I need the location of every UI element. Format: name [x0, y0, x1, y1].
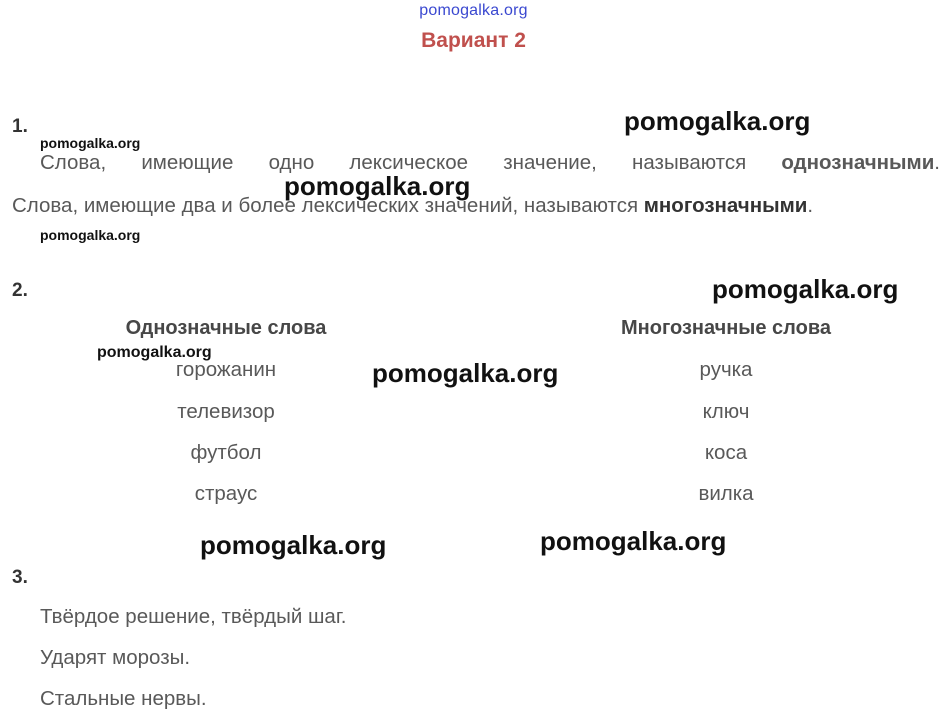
task-1-line-2-end: .: [807, 194, 814, 217]
task-1-line-1-text: Слова, имеющие одно лексическое значение, называются: [40, 151, 782, 174]
watermark: pomogalka.org: [540, 526, 727, 556]
page-title: Вариант 2: [421, 29, 526, 52]
column-header-polysemous: Многозначные слова: [620, 317, 831, 339]
watermark: pomogalka.org: [40, 135, 141, 151]
term-monosemous: однозначными: [781, 151, 935, 174]
task-2-number: 2.: [12, 280, 28, 301]
task-1-line-2-text: Слова, имеющие два и более лексических значений, называются: [12, 194, 644, 217]
task-1-line-1-end: .: [934, 151, 940, 174]
watermark: pomogalka.org: [624, 106, 811, 136]
watermark: pomogalka.org: [372, 358, 559, 388]
watermark: pomogalka.org: [40, 227, 141, 243]
word-item: телевизор: [177, 400, 275, 423]
column-header-monosemous: Однозначные слова: [125, 317, 327, 339]
task-3-number: 3.: [12, 567, 28, 588]
task-3-line: Ударят морозы.: [40, 646, 191, 669]
watermark: pomogalka.org: [284, 171, 471, 201]
watermark: pomogalka.org: [200, 530, 387, 560]
word-item: вилка: [698, 482, 754, 505]
task-1-number: 1.: [12, 116, 28, 137]
task-1-line-1: [40, 151, 940, 175]
word-item: футбол: [190, 441, 262, 464]
watermark: pomogalka.org: [97, 344, 212, 361]
word-item: коса: [704, 441, 748, 464]
word-item: горожанин: [175, 358, 277, 381]
task-3-line: Твёрдое решение, твёрдый шаг.: [40, 605, 347, 628]
watermark: pomogalka.org: [712, 274, 899, 304]
term-polysemous: многозначными: [643, 194, 808, 217]
word-item: ключ: [702, 400, 750, 423]
site-watermark-top: pomogalka.org: [419, 2, 528, 19]
word-item: страус: [194, 482, 258, 505]
task-3-line: Стальные нервы.: [40, 687, 207, 710]
word-item: ручка: [699, 358, 753, 381]
